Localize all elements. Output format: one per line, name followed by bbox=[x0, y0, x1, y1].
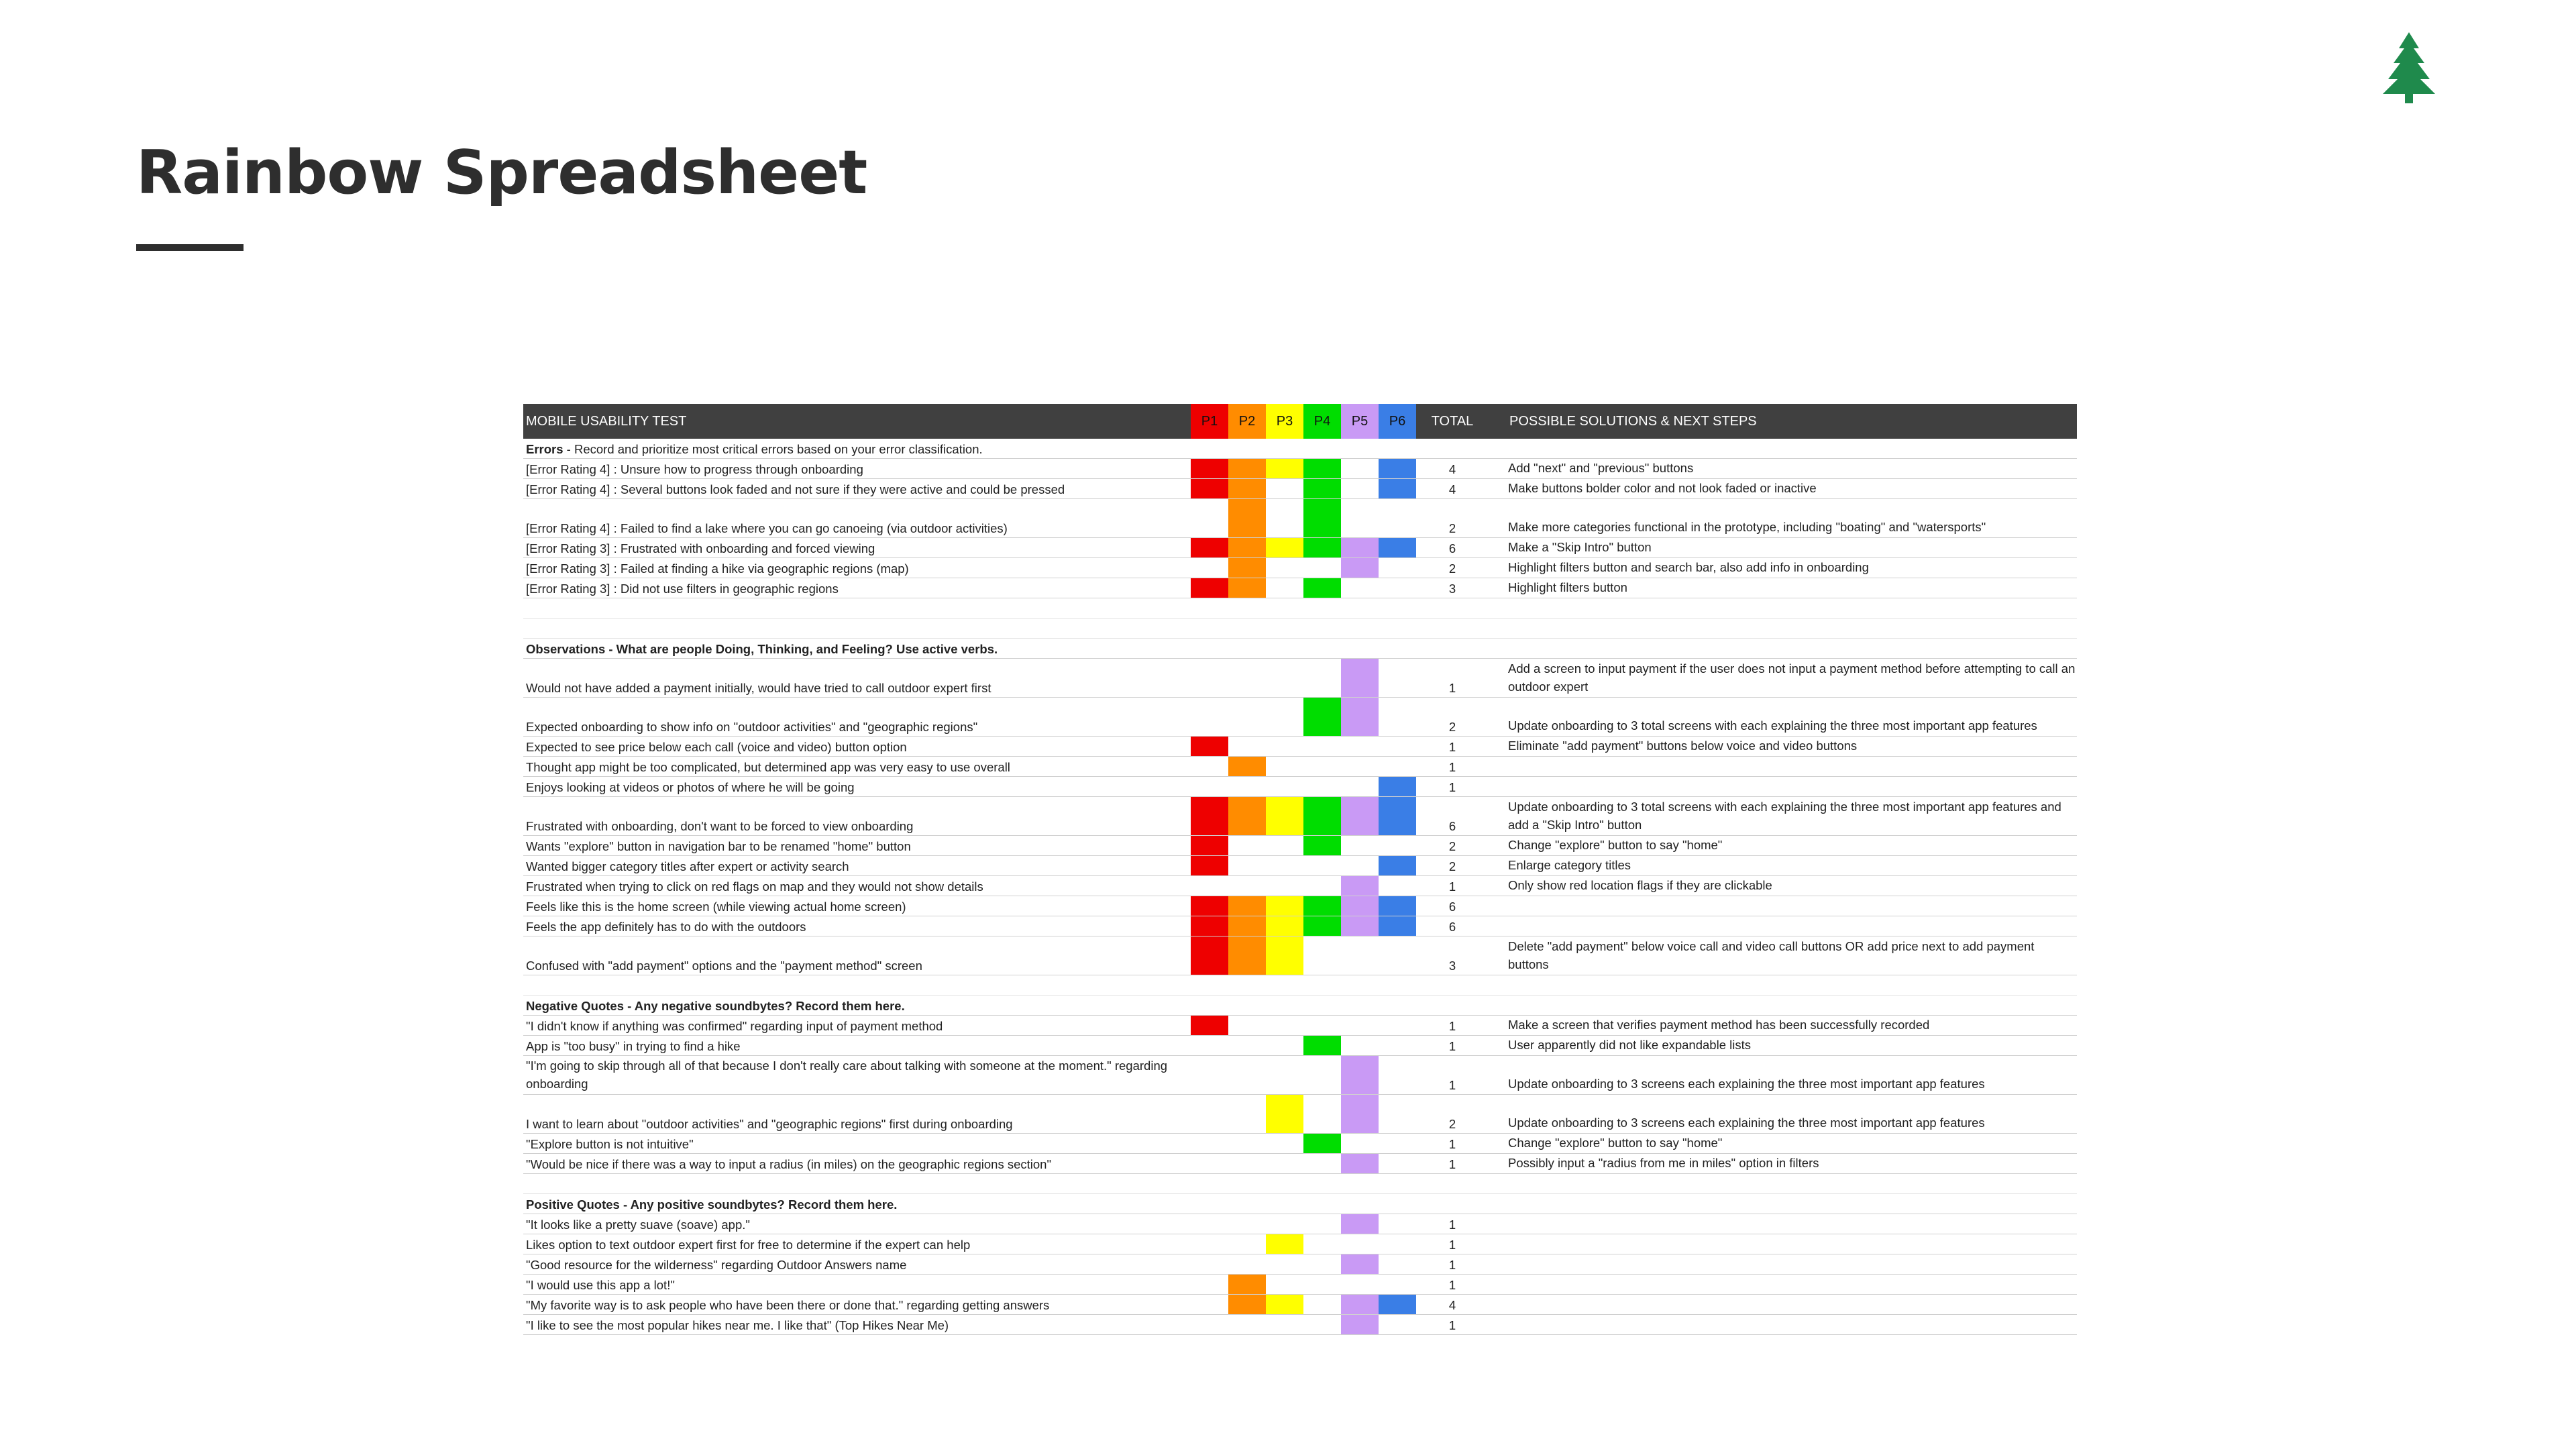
participant-p4-mark bbox=[1303, 459, 1341, 478]
participant-p6-mark bbox=[1379, 459, 1416, 478]
row-total: 1 bbox=[1448, 1278, 1456, 1292]
row-label: "Would be nice if there was a way to input a radius (in miles) on the geographic regions section" bbox=[526, 1157, 1052, 1171]
participant-p4-mark bbox=[1303, 479, 1341, 498]
header-test-label: MOBILE USABILITY TEST bbox=[526, 414, 687, 429]
pine-tree-icon bbox=[2379, 32, 2439, 103]
row-label: Wanted bigger category titles after expert or activity search bbox=[526, 859, 849, 873]
table-row bbox=[523, 737, 2077, 757]
participant-p4-mark bbox=[1303, 698, 1341, 736]
table-row bbox=[523, 1036, 2077, 1056]
row-total: 1 bbox=[1448, 1238, 1456, 1252]
row-total: 1 bbox=[1448, 1019, 1456, 1033]
participant-p6-mark bbox=[1379, 797, 1416, 835]
row-total: 4 bbox=[1448, 482, 1456, 496]
header-p3: P3 bbox=[1266, 404, 1303, 439]
participant-p2-mark bbox=[1228, 1275, 1266, 1294]
row-total: 1 bbox=[1448, 1258, 1456, 1272]
table-row bbox=[523, 1315, 2077, 1335]
row-label: Confused with "add payment" options and the "payment method" screen bbox=[526, 959, 922, 973]
row-label: I want to learn about "outdoor activities" and "geographic regions" first during onboarding bbox=[526, 1117, 1013, 1131]
participant-p3-mark bbox=[1266, 1295, 1303, 1314]
row-solution: Change "explore" button to say "home" bbox=[1508, 838, 1723, 852]
participant-p4-mark bbox=[1303, 1134, 1341, 1153]
row-label: [Error Rating 3] : Failed at finding a hike via geographic regions (map) bbox=[526, 561, 909, 576]
header-p1: P1 bbox=[1191, 404, 1228, 439]
row-solution: Add a screen to input payment if the user does not input a payment method before attempting to call an outdoor expert bbox=[1508, 661, 2076, 694]
table-row bbox=[523, 659, 2077, 698]
participant-p5-mark bbox=[1341, 876, 1379, 896]
participant-p1-mark bbox=[1191, 737, 1228, 756]
row-total: 2 bbox=[1448, 859, 1456, 873]
row-solution: Update onboarding to 3 screens each explaining the three most important app features bbox=[1508, 1077, 1985, 1091]
table-row bbox=[523, 777, 2077, 797]
row-solution: Only show red location flags if they are clickable bbox=[1508, 878, 1772, 892]
participant-p4-mark bbox=[1303, 1036, 1341, 1055]
row-solution: Make more categories functional in the prototype, including "boating" and "watersports" bbox=[1508, 520, 1986, 534]
header-p2: P2 bbox=[1228, 404, 1266, 439]
row-label: Wants "explore" button in navigation bar to be renamed "home" button bbox=[526, 839, 911, 853]
participant-p6-mark bbox=[1379, 538, 1416, 557]
row-label: [Error Rating 3] : Frustrated with onboarding and forced viewing bbox=[526, 541, 875, 555]
row-label: Frustrated when trying to click on red flags on map and they would not show details bbox=[526, 879, 983, 894]
participant-p5-mark bbox=[1341, 916, 1379, 936]
table-row bbox=[523, 459, 2077, 479]
table-row bbox=[523, 1095, 2077, 1134]
row-total: 2 bbox=[1448, 561, 1456, 576]
table-row bbox=[523, 558, 2077, 578]
row-total: 1 bbox=[1448, 740, 1456, 754]
participant-p3-mark bbox=[1266, 459, 1303, 478]
blank-row bbox=[523, 598, 2077, 619]
section-title: Errors - Record and prioritize most critical errors based on your error classification. bbox=[526, 442, 983, 456]
row-total: 2 bbox=[1448, 839, 1456, 853]
row-label: Feels the app definitely has to do with the outdoors bbox=[526, 920, 806, 934]
section-header-row bbox=[523, 996, 2077, 1016]
row-label: [Error Rating 4] : Several buttons look faded and not sure if they were active and could be pressed bbox=[526, 482, 1065, 496]
table-row bbox=[523, 1234, 2077, 1254]
row-total: 6 bbox=[1448, 819, 1456, 833]
row-label: Expected onboarding to show info on "outdoor activities" and "geographic regions" bbox=[526, 720, 978, 734]
participant-p2-mark bbox=[1228, 1295, 1266, 1314]
participant-p3-mark bbox=[1266, 916, 1303, 936]
row-total: 1 bbox=[1448, 1078, 1456, 1092]
participant-p4-mark bbox=[1303, 916, 1341, 936]
row-solution: Highlight filters button and search bar, also add info in onboarding bbox=[1508, 560, 1869, 574]
row-label: App is "too busy" in trying to find a hike bbox=[526, 1039, 741, 1053]
spreadsheet-header bbox=[523, 404, 2077, 439]
participant-p6-mark bbox=[1379, 896, 1416, 916]
section-header-row bbox=[523, 639, 2077, 659]
table-row bbox=[523, 757, 2077, 777]
participant-p5-mark bbox=[1341, 558, 1379, 578]
participant-p5-mark bbox=[1341, 1254, 1379, 1274]
participant-p5-mark bbox=[1341, 538, 1379, 557]
participant-p2-mark bbox=[1228, 459, 1266, 478]
participant-p3-mark bbox=[1266, 538, 1303, 557]
participant-p5-mark bbox=[1341, 698, 1379, 736]
row-total: 3 bbox=[1448, 959, 1456, 973]
participant-p5-mark bbox=[1341, 797, 1379, 835]
participant-p4-mark bbox=[1303, 499, 1341, 537]
row-label: [Error Rating 4] : Unsure how to progress through onboarding bbox=[526, 462, 863, 476]
table-row bbox=[523, 698, 2077, 737]
header-p6: P6 bbox=[1379, 404, 1416, 439]
table-row bbox=[523, 797, 2077, 836]
table-row bbox=[523, 1214, 2077, 1234]
row-label: "It looks like a pretty suave (soave) app." bbox=[526, 1218, 750, 1232]
rainbow-spreadsheet bbox=[523, 404, 2077, 1335]
table-row bbox=[523, 836, 2077, 856]
row-total: 4 bbox=[1448, 1298, 1456, 1312]
row-solution: Enlarge category titles bbox=[1508, 858, 1631, 872]
table-row bbox=[523, 1016, 2077, 1036]
row-total: 1 bbox=[1448, 1039, 1456, 1053]
participant-p6-mark bbox=[1379, 916, 1416, 936]
row-label: [Error Rating 3] : Did not use filters in geographic regions bbox=[526, 582, 839, 596]
row-solution: Update onboarding to 3 screens each explaining the three most important app features bbox=[1508, 1116, 1985, 1130]
participant-p5-mark bbox=[1341, 1295, 1379, 1314]
participant-p1-mark bbox=[1191, 1016, 1228, 1035]
table-row bbox=[523, 896, 2077, 916]
row-label: "I would use this app a lot!" bbox=[526, 1278, 675, 1292]
participant-p5-mark bbox=[1341, 1056, 1379, 1094]
participant-p5-mark bbox=[1341, 896, 1379, 916]
participant-p5-mark bbox=[1341, 1214, 1379, 1234]
participant-p2-mark bbox=[1228, 499, 1266, 537]
section-title: Negative Quotes - Any negative soundbytes? Record them here. bbox=[526, 999, 905, 1013]
row-label: Feels like this is the home screen (while viewing actual home screen) bbox=[526, 900, 906, 914]
participant-p1-mark bbox=[1191, 459, 1228, 478]
participant-p3-mark bbox=[1266, 936, 1303, 975]
participant-p4-mark bbox=[1303, 836, 1341, 855]
participant-p1-mark bbox=[1191, 797, 1228, 835]
participant-p2-mark bbox=[1228, 538, 1266, 557]
title-underline bbox=[136, 244, 244, 251]
participant-p4-mark bbox=[1303, 797, 1341, 835]
row-total: 6 bbox=[1448, 900, 1456, 914]
participant-p3-mark bbox=[1266, 1095, 1303, 1133]
participant-p6-mark bbox=[1379, 479, 1416, 498]
participant-p5-mark bbox=[1341, 1315, 1379, 1334]
row-solution: Possibly input a "radius from me in miles" option in filters bbox=[1508, 1156, 1819, 1170]
row-total: 1 bbox=[1448, 879, 1456, 894]
participant-p2-mark bbox=[1228, 578, 1266, 598]
row-solution: Add "next" and "previous" buttons bbox=[1508, 461, 1694, 475]
row-total: 3 bbox=[1448, 582, 1456, 596]
row-solution: Delete "add payment" below voice call and video call buttons OR add price next to add payment buttons bbox=[1508, 939, 2035, 971]
table-row bbox=[523, 1295, 2077, 1315]
participant-p1-mark bbox=[1191, 896, 1228, 916]
header-p4: P4 bbox=[1303, 404, 1341, 439]
row-label: Enjoys looking at videos or photos of where he will be going bbox=[526, 780, 855, 794]
participant-p2-mark bbox=[1228, 797, 1266, 835]
row-label: [Error Rating 4] : Failed to find a lake where you can go canoeing (via outdoor activities) bbox=[526, 521, 1008, 535]
row-total: 1 bbox=[1448, 1157, 1456, 1171]
row-total: 2 bbox=[1448, 1117, 1456, 1131]
participant-p2-mark bbox=[1228, 757, 1266, 776]
table-row bbox=[523, 499, 2077, 538]
spreadsheet-body bbox=[523, 439, 2077, 1335]
section-header-row bbox=[523, 439, 2077, 459]
row-total: 4 bbox=[1448, 462, 1456, 476]
participant-p3-mark bbox=[1266, 896, 1303, 916]
row-solution: Make a "Skip Intro" button bbox=[1508, 540, 1652, 554]
participant-p1-mark bbox=[1191, 836, 1228, 855]
table-row bbox=[523, 1134, 2077, 1154]
row-solution: Make a screen that verifies payment method has been successfully recorded bbox=[1508, 1018, 1930, 1032]
participant-p4-mark bbox=[1303, 578, 1341, 598]
row-label: "My favorite way is to ask people who have been there or done that." regarding getting answers bbox=[526, 1298, 1050, 1312]
table-row bbox=[523, 1154, 2077, 1174]
table-row bbox=[523, 538, 2077, 558]
row-solution: User apparently did not like expandable lists bbox=[1508, 1038, 1751, 1052]
row-total: 1 bbox=[1448, 1218, 1456, 1232]
participant-p1-mark bbox=[1191, 936, 1228, 975]
table-row bbox=[523, 1275, 2077, 1295]
table-row bbox=[523, 916, 2077, 936]
section-description: - Record and prioritize most critical errors based on your error classification. bbox=[563, 442, 983, 456]
row-total: 6 bbox=[1448, 920, 1456, 934]
participant-p4-mark bbox=[1303, 538, 1341, 557]
blank-row bbox=[523, 619, 2077, 639]
participant-p2-mark bbox=[1228, 916, 1266, 936]
participant-p1-mark bbox=[1191, 578, 1228, 598]
table-row bbox=[523, 936, 2077, 975]
participant-p1-mark bbox=[1191, 916, 1228, 936]
participant-p6-mark bbox=[1379, 777, 1416, 796]
row-solution: Update onboarding to 3 total screens with each explaining the three most important app features and add a "Skip Intro" button bbox=[1508, 800, 2061, 832]
row-label: "I'm going to skip through all of that because I don't really care about talking with someone at the moment." regarding onboarding bbox=[526, 1059, 1168, 1091]
row-label: Would not have added a payment initially, would have tried to call outdoor expert first bbox=[526, 681, 991, 695]
row-total: 1 bbox=[1448, 1318, 1456, 1332]
row-label: "I like to see the most popular hikes near me. I like that" (Top Hikes Near Me) bbox=[526, 1318, 949, 1332]
row-total: 1 bbox=[1448, 681, 1456, 695]
row-solution: Make buttons bolder color and not look faded or inactive bbox=[1508, 481, 1817, 495]
participant-p2-mark bbox=[1228, 896, 1266, 916]
row-solution: Change "explore" button to say "home" bbox=[1508, 1136, 1723, 1150]
participant-p6-mark bbox=[1379, 856, 1416, 875]
row-total: 2 bbox=[1448, 720, 1456, 734]
row-label: "Explore button is not intuitive" bbox=[526, 1137, 694, 1151]
participant-p1-mark bbox=[1191, 538, 1228, 557]
row-solution: Update onboarding to 3 total screens with each explaining the three most important app features bbox=[1508, 718, 2037, 733]
row-total: 1 bbox=[1448, 780, 1456, 794]
row-total: 1 bbox=[1448, 1137, 1456, 1151]
participant-p4-mark bbox=[1303, 896, 1341, 916]
participant-p5-mark bbox=[1341, 1095, 1379, 1133]
row-label: "Good resource for the wilderness" regarding Outdoor Answers name bbox=[526, 1258, 907, 1272]
row-solution: Highlight filters button bbox=[1508, 580, 1627, 594]
row-label: Expected to see price below each call (voice and video) button option bbox=[526, 740, 907, 754]
section-header-row bbox=[523, 1194, 2077, 1214]
table-row bbox=[523, 876, 2077, 896]
blank-row bbox=[523, 1174, 2077, 1194]
row-label: Likes option to text outdoor expert first for free to determine if the expert can help bbox=[526, 1238, 971, 1252]
row-total: 6 bbox=[1448, 541, 1456, 555]
section-title: Observations - What are people Doing, Thinking, and Feeling? Use active verbs. bbox=[526, 642, 998, 656]
table-row bbox=[523, 1056, 2077, 1095]
header-p5: P5 bbox=[1341, 404, 1379, 439]
participant-p2-mark bbox=[1228, 558, 1266, 578]
participant-p5-mark bbox=[1341, 659, 1379, 697]
row-label: Thought app might be too complicated, but determined app was very easy to use overall bbox=[526, 760, 1010, 774]
table-row bbox=[523, 1254, 2077, 1275]
row-label: "I didn't know if anything was confirmed" regarding input of payment method bbox=[526, 1019, 943, 1033]
table-row bbox=[523, 856, 2077, 876]
participant-p2-mark bbox=[1228, 936, 1266, 975]
row-total: 1 bbox=[1448, 760, 1456, 774]
participant-p1-mark bbox=[1191, 856, 1228, 875]
section-title: Positive Quotes - Any positive soundbytes? Record them here. bbox=[526, 1197, 898, 1212]
table-row bbox=[523, 578, 2077, 598]
participant-p3-mark bbox=[1266, 797, 1303, 835]
row-label: Frustrated with onboarding, don't want to be forced to view onboarding bbox=[526, 819, 914, 833]
header-total: TOTAL bbox=[1431, 414, 1474, 429]
participant-p5-mark bbox=[1341, 1154, 1379, 1173]
page-title: Rainbow Spreadsheet bbox=[136, 138, 867, 208]
header-solutions: POSSIBLE SOLUTIONS & NEXT STEPS bbox=[1509, 414, 1757, 429]
table-row bbox=[523, 479, 2077, 499]
participant-p2-mark bbox=[1228, 479, 1266, 498]
participant-p1-mark bbox=[1191, 479, 1228, 498]
row-total: 2 bbox=[1448, 521, 1456, 535]
participant-p6-mark bbox=[1379, 1295, 1416, 1314]
blank-row bbox=[523, 975, 2077, 996]
row-solution: Eliminate "add payment" buttons below voice and video buttons bbox=[1508, 739, 1858, 753]
participant-p3-mark bbox=[1266, 1234, 1303, 1254]
